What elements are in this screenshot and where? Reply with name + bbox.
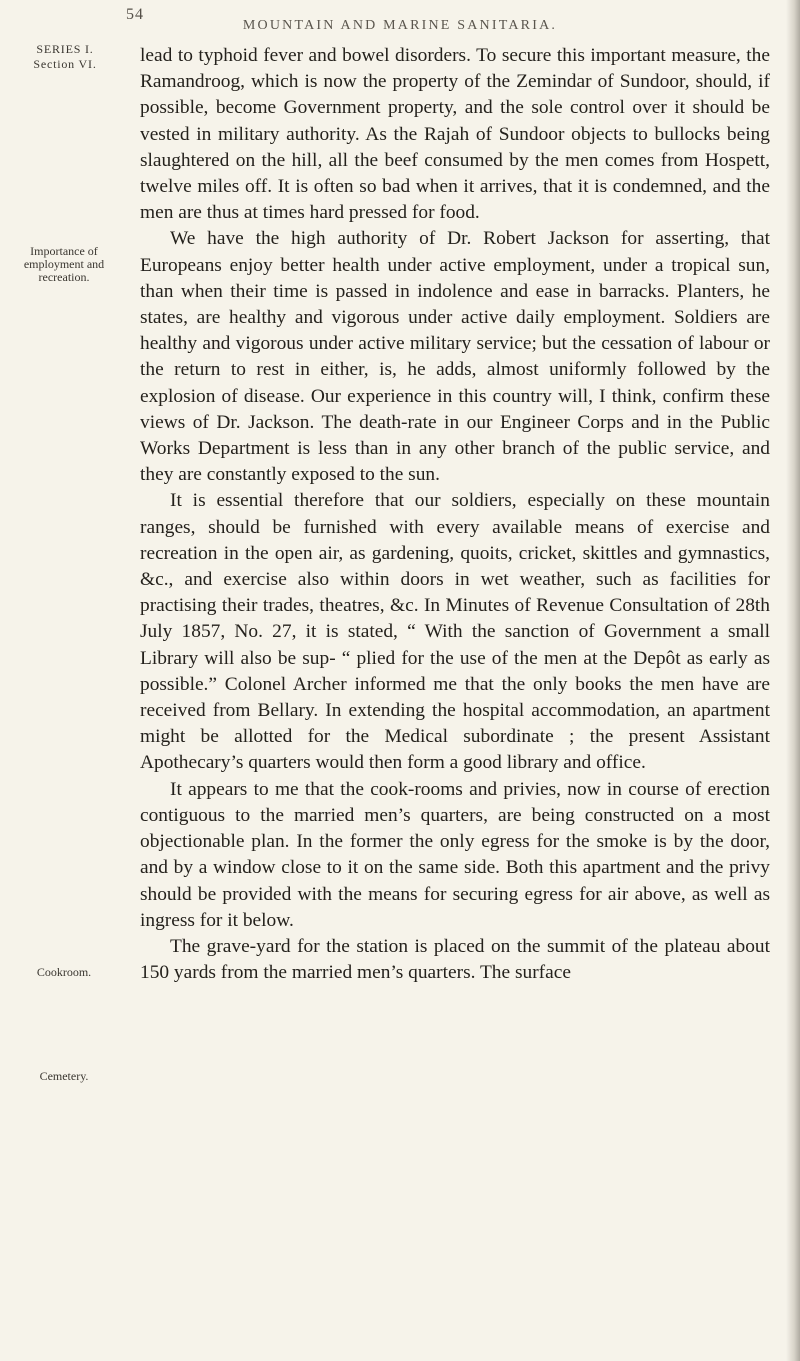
- series-number: SERIES I.: [36, 42, 94, 56]
- paragraph-employment: We have the high authority of Dr. Robert Jackson for asserting, that Europeans enjoy better health under active employment, under a tropical sun, than when their time is passed in indolence and ease in barracks. Planters, he states, are healthy and vigorous under active daily employment. Soldiers are healthy and vigorous under active military service; but the cessation of labour or the return to rest in either, is, he adds, almost uniformly followed by the explosion of disease. Our experience in this country will, I think, confirm these views of Dr. Jackson. The death-rate in our Engineer Corps and in the Public Works Department is less than in any other branch of the public service, and they are constantly exposed to the sun.: [140, 228, 770, 486]
- paragraph-cemetery: The grave-yard for the station is placed on the summit of the plateau about 150 yards from the married men’s quarters. The surface: [140, 935, 770, 984]
- running-title: MOUNTAIN AND MARINE SANITARIA.: [242, 18, 558, 33]
- page-number: 54: [126, 6, 144, 23]
- page-edge-shadow: [786, 0, 800, 1361]
- paragraph-cookroom: It appears to me that the cook-rooms and privies, now in course of erection contiguous to the married men’s quarters, are being constructed on a most objectionable plan. In the former the only egress for the smoke is by the door, and by a window close to it on the same side. Both this apartment and the privy should be provided with the means for securing egress for air above, as well as ingress for it below.: [140, 778, 770, 931]
- sidenote-employment: Importance of employment and recreation.: [23, 244, 105, 284]
- section-number: Section VI.: [33, 57, 97, 71]
- body-text: [140, 43, 770, 986]
- sidenote-cemetery: Cemetery.: [39, 1069, 89, 1083]
- sidenote-cookroom: Cookroom.: [36, 965, 92, 979]
- paragraph-typhoid: lead to typhoid fever and bowel disorders. To secure this important measure, the Ramandroog, which is now the property of the Zemindar of Sundoor, should, if possible, become Government property, and the sole control over it should be vested in military authority. As the Rajah of Sundoor objects to bullocks being slaughtered on the hill, all the beef consumed by the men comes from Hospett, twelve miles off. It is often so bad when it arrives, that it is condemned, and the men are thus at times hard pressed for food.: [140, 45, 770, 224]
- series-label: [4, 42, 126, 72]
- paragraph-recreation: It is essential therefore that our soldiers, especially on these mountain ranges, should be furnished with every available means of exercise and recreation in the open air, as gardening, quoits, cricket, skittles and gymnastics, &c., and exercise also within doors in wet weather, such as facilities for practising their trades, theatres, &c. In Minutes of Revenue Consultation of 28th July 1857, No. 27, it is stated, “ With the sanction of Government a small Library will also be sup- “ plied for the use of the men at the Depôt as early as possible.” Colonel Archer informed me that the only books the men have are received from Bellary. In extending the hospital accommodation, an apartment might be allotted for the Medical subordinate ; the present Assistant Apothecary’s quarters would then form a good library and office.: [140, 490, 770, 774]
